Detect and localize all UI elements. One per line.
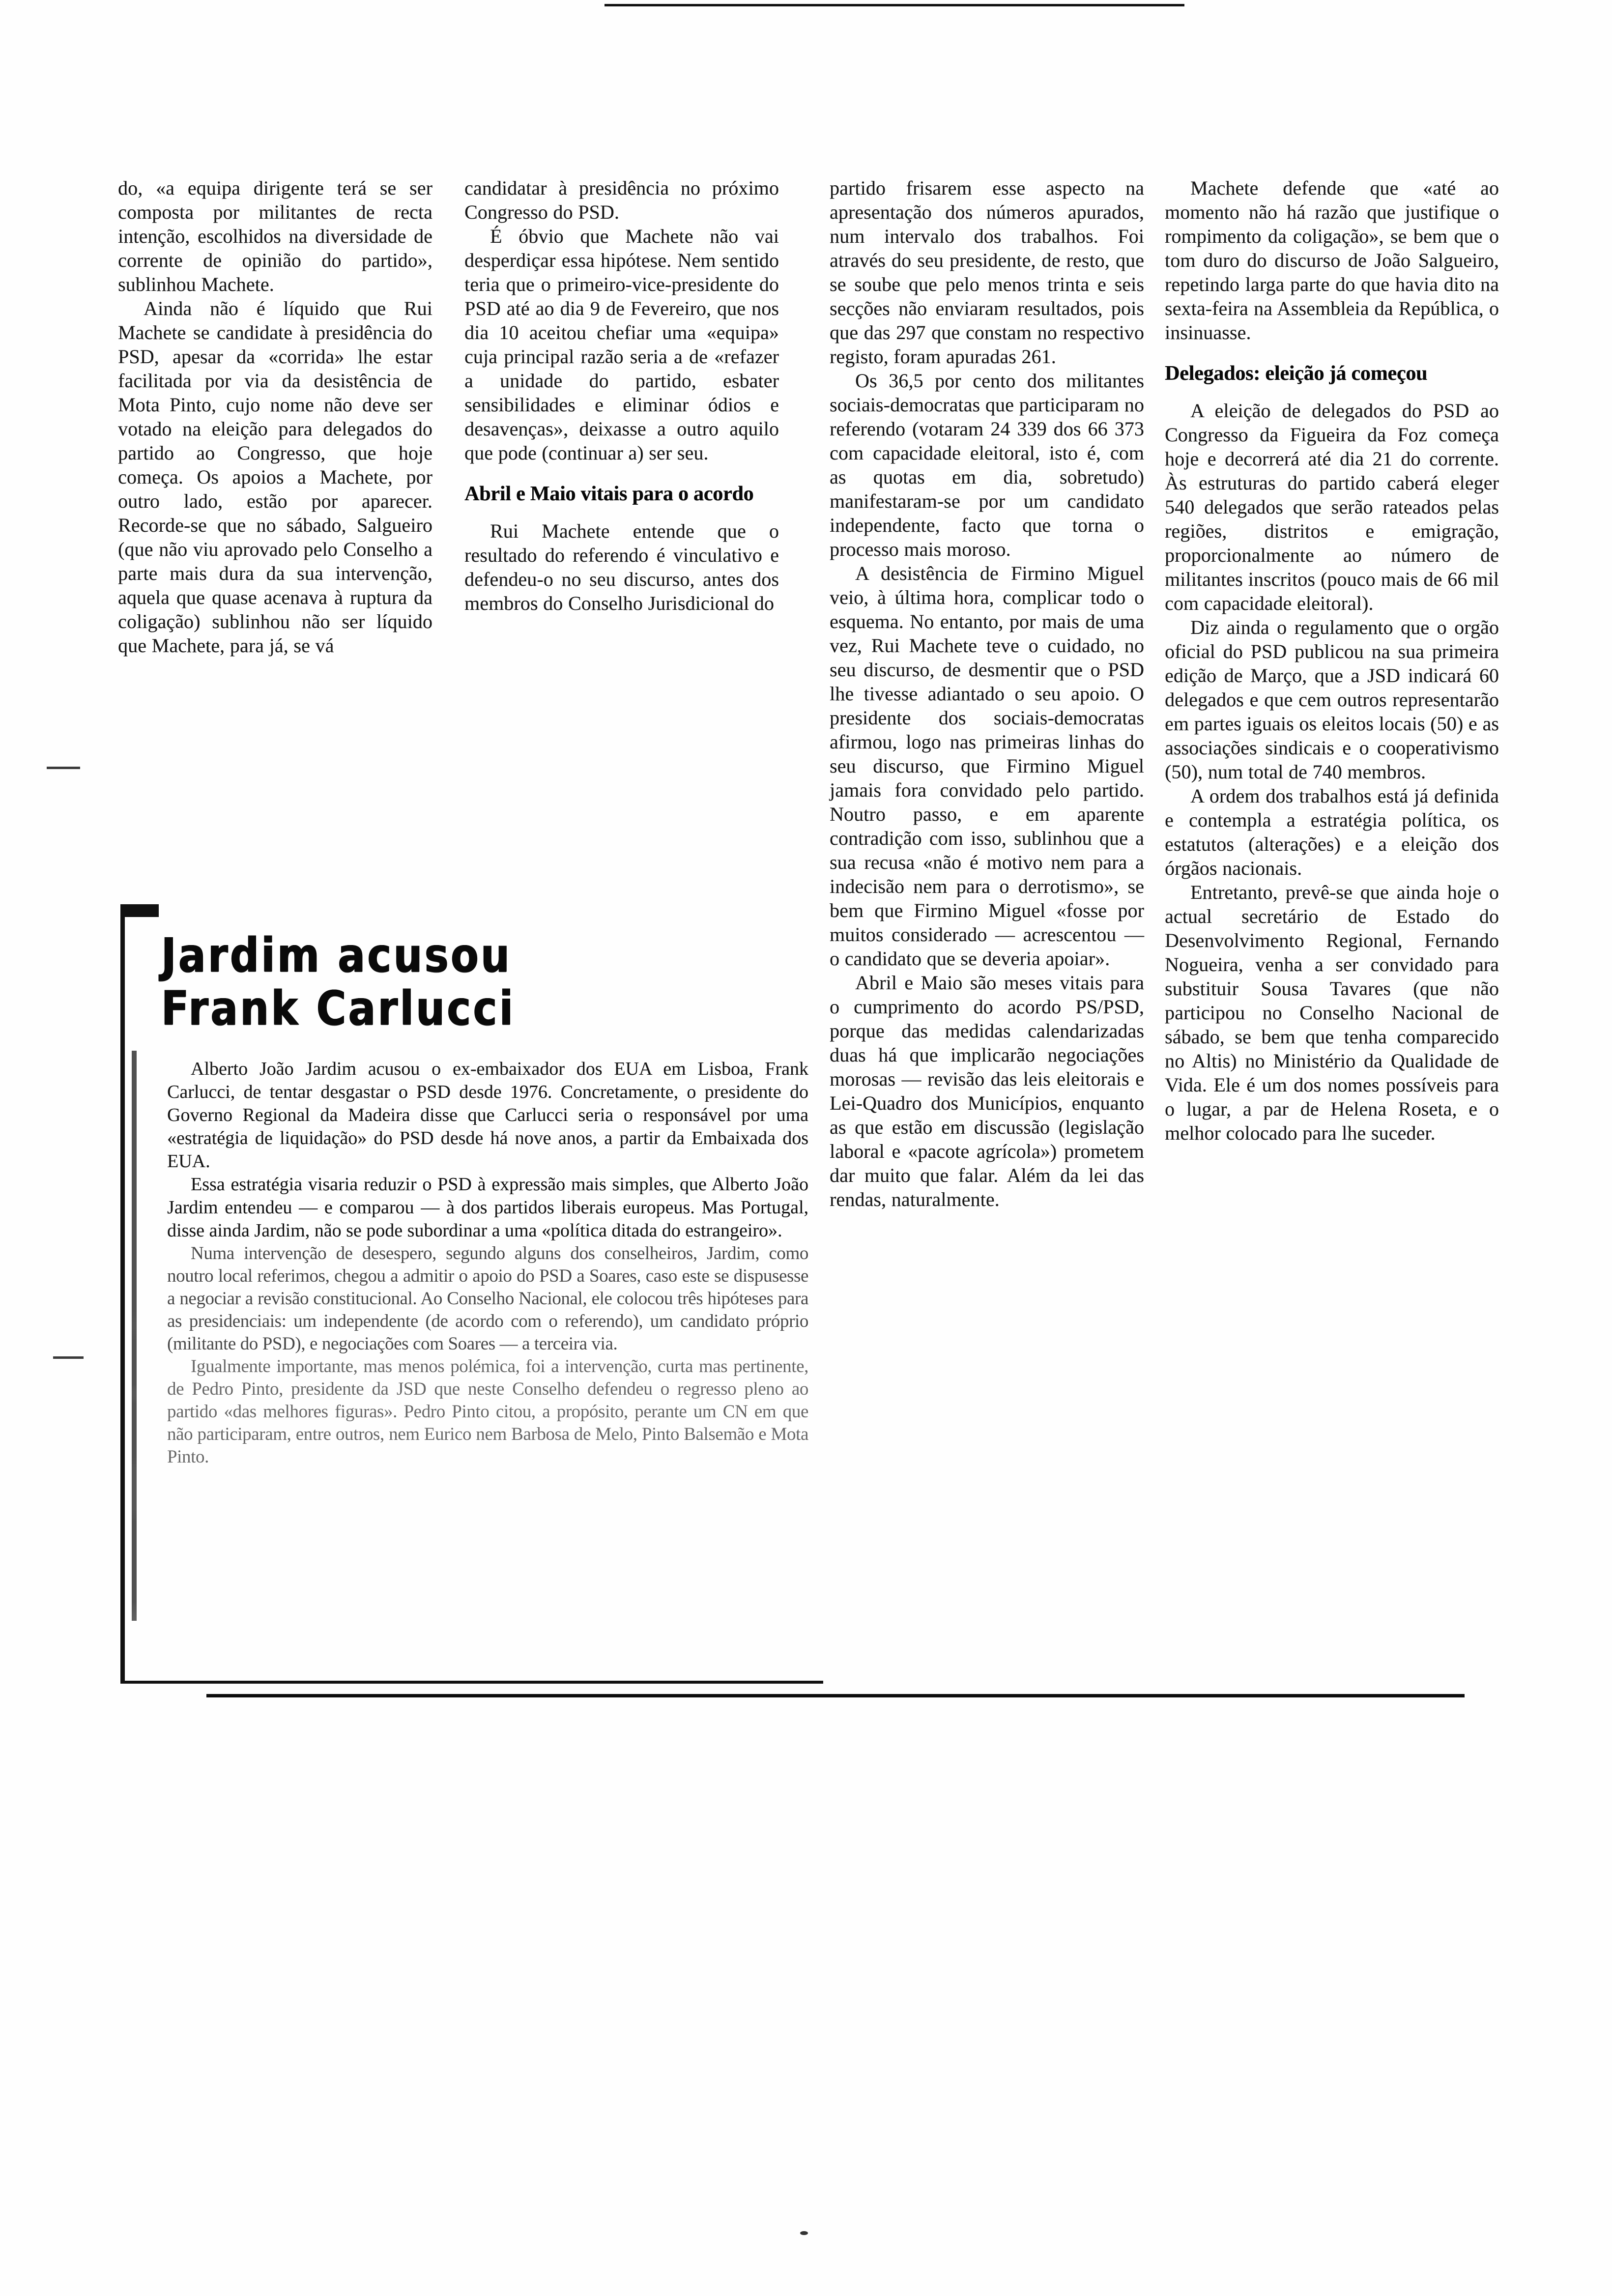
paragraph: do, «a equipa dirigente terá se ser composta por militantes de recta intenção, escolhidos na diversidade de corrente de opinião do partido», sublinhou Machete. (118, 177, 432, 295)
headline-line: Jardim acusou (161, 928, 512, 983)
column-2 (464, 176, 779, 615)
paragraph: Entretanto, prevê-se que ainda hoje o actual secretário de Estado do Desenvolvimento Regional, Fernando Nogueira, venha a ser convidado para substituir Sousa Tavares (que não participou no Conselho Nacional de sábado, se bem que tenha comparecido no Altis) no Ministério da Qualidade de Vida. Ele é um dos nomes possíveis para o lugar, a par de Helena Roseta, e o melhor colocado para lhe suceder. (1165, 881, 1499, 1144)
subheading-line: Delegados: (1165, 362, 1260, 385)
paragraph: A ordem dos trabalhos está já definida e contempla a estratégia política, os estatutos (alterações) e a eleição dos órgãos nacionais. (1165, 785, 1499, 879)
subheading-line: eleição já começou (1265, 362, 1428, 385)
paragraph: Abril e Maio são meses vitais para o cumprimento do acordo PS/PSD, porque das medidas calendarizadas duas há que implicarão negociações morosas — revisão das leis eleitorais e Lei-Quadro dos Municípios, enquanto as que estão em discussão (legislação laboral e «pacote agrícola») prometem dar muito que falar. Além da lei das rendas, naturalmente. (830, 972, 1144, 1210)
page-footer-dot (800, 2231, 808, 2235)
subheading-line: vitais para o acordo (580, 483, 754, 505)
scan-edge-mark-lower (53, 1356, 84, 1359)
paragraph: Rui Machete entende que o resultado do referendo é vinculativo e defendeu-o no seu discurso, antes dos membros do Conselho Jurisdicional do (464, 520, 779, 614)
paragraph: Os 36,5 por cento dos militantes sociais-democratas que participaram no referendo (votaram 24 339 dos 66 373 com capacidade eleitoral, isto é, com as quotas em dia, sobretudo) manifestaram-se por um candidato independente, facto que torna o processo mais moroso. (830, 370, 1144, 560)
subheading-delegados (1165, 361, 1499, 386)
top-edge-rule (604, 4, 1184, 6)
paragraph: partido frisarem esse aspecto na apresentação dos números apurados, num intervalo dos trabalhos. Foi através do seu presidente, de resto, que se soube que pelo menos trinta e seis secções não enviaram resultados, pois que das 297 que constam no respectivo registo, foram apuradas 261. (830, 177, 1144, 368)
subheading-abril-maio (464, 482, 779, 506)
paragraph: Igualmente importante, mas menos polémica, foi a intervenção, curta mas pertinente, de Pedro Pinto, presidente da JSD que neste Conselho defendeu o regresso pleno ao partido «das melhores figuras». Pedro Pinto citou, a propósito, perante um CN em que não participaram, entre outros, nem Eurico nem Barbosa de Melo, Pinto Balsemão e Mota Pinto. (167, 1356, 808, 1467)
boxed-article-headline (125, 908, 725, 1035)
paragraph: Essa estratégia visaria reduzir o PSD à expressão mais simples, que Alberto João Jardim entendeu — e comparou — à dos partidos liberais europeus. Mas Portugal, disse ainda Jardim, não se pode subordinar a uma «política ditada do estrangeiro». (167, 1174, 808, 1241)
boxed-article (120, 908, 823, 1684)
subheading-line: Abril e Maio (464, 483, 576, 505)
paragraph: candidatar à presidência no próximo Congresso do PSD. (464, 177, 779, 223)
paragraph: Machete defende que «até ao momento não há razão que justifique o rompimento da coligação», se bem que o tom duro do discurso de João Salgueiro, repetindo larga parte do que havia dito na sexta-feira na Assembleia da República, o insinuasse. (1165, 177, 1499, 344)
paragraph: É óbvio que Machete não vai desperdiçar essa hipótese. Nem sentido teria que o primeiro-vice-presidente do PSD até ao dia 9 de Fevereiro, que nos dia 10 aceitou chefiar uma «equipa» cuja principal razão seria a de «refazer a unidade do partido, esbater sensibilidades e eliminar ódios e desavenças», deixasse a outro aquilo que pode (continuar a) ser seu. (464, 225, 779, 464)
paragraph: A eleição de delegados do PSD ao Congresso da Figueira da Foz começa hoje e decorrerá até dia 21 do corrente. Às estruturas do partido caberá eleger 540 delegados que serão rateados pelas regiões, distritos e emigração, proporcionalmente ao número de militantes inscritos (pouco mais de 66 mil com capacidade eleitoral). (1165, 400, 1499, 614)
scan-edge-mark-upper (47, 767, 80, 769)
paragraph: A desistência de Firmino Miguel veio, à última hora, complicar todo o esquema. No entanto, por mais de uma vez, Rui Machete teve o cuidado, no seu discurso, de desmentir que o PSD lhe tivesse adiantado o seu apoio. O presidente dos sociais-democratas afirmou, logo nas primeiras linhas do seu discurso, que Firmino Miguel jamais fora convidado pelo partido. Noutro passo, e em aparente contradição com isso, sublinhou que a sua recusa «não é motivo nem para a indecisão nem para o derrotismo», se bem que Firmino Miguel «fosse por muitos considerado — acrescentou — o candidato que se deveria apoiar». (830, 562, 1144, 970)
boxed-article-body (125, 1035, 823, 1468)
paragraph: Alberto João Jardim acusou o ex-embaixador dos EUA em Lisboa, Frank Carlucci, de tentar desgastar o PSD desde 1976. Concretamente, o presidente do Governo Regional da Madeira disse que Carlucci seria o responsável por uma «estratégia de liquidação» do PSD desde há nove anos, a partir da Embaixada dos EUA. (167, 1059, 808, 1172)
column-3 (830, 176, 1144, 1211)
paragraph: Ainda não é líquido que Rui Machete se candidate à presidência do PSD, apesar da «corrida» lhe estar facilitada por via da desistência de Mota Pinto, cujo nome não deve ser votado na eleição para delegados do partido ao Congresso, que hoje começa. Os apoios a Machete, por outro lado, estão por aparecer. Recorde-se que no sábado, Salgueiro (que não viu aprovado pelo Conselho a parte mais dura da sua intervenção, aquela que quase acenava à ruptura da coligação) sublinhou não ser líquido que Machete, para já, se vá (118, 297, 432, 657)
paragraph: Numa intervenção de desespero, segundo alguns dos conselheiros, Jardim, como noutro local referimos, chegou a admitir o apoio do PSD a Soares, caso este se dispusesse a negociar a revisão constitucional. Ao Conselho Nacional, ele colocou três hipóteses para as presidenciais: um independente (de acordo com o referendo), um candidato próprio (militante do PSD), e negociações com Soares — a terceira via. (167, 1243, 808, 1354)
bottom-edge-rule (206, 1694, 1465, 1697)
column-1 (118, 176, 432, 658)
column-4 (1165, 176, 1499, 1145)
paragraph: Diz ainda o regulamento que o orgão oficial do PSD publicou na sua primeira edição de Março, que a JSD indicará 60 delegados e que cem outros representarão em partes iguais os eleitos locais (50) e as associações sindicais e o cooperativismo (50), num total de 740 membros. (1165, 616, 1499, 783)
headline-line: Frank Carlucci (161, 981, 516, 1036)
